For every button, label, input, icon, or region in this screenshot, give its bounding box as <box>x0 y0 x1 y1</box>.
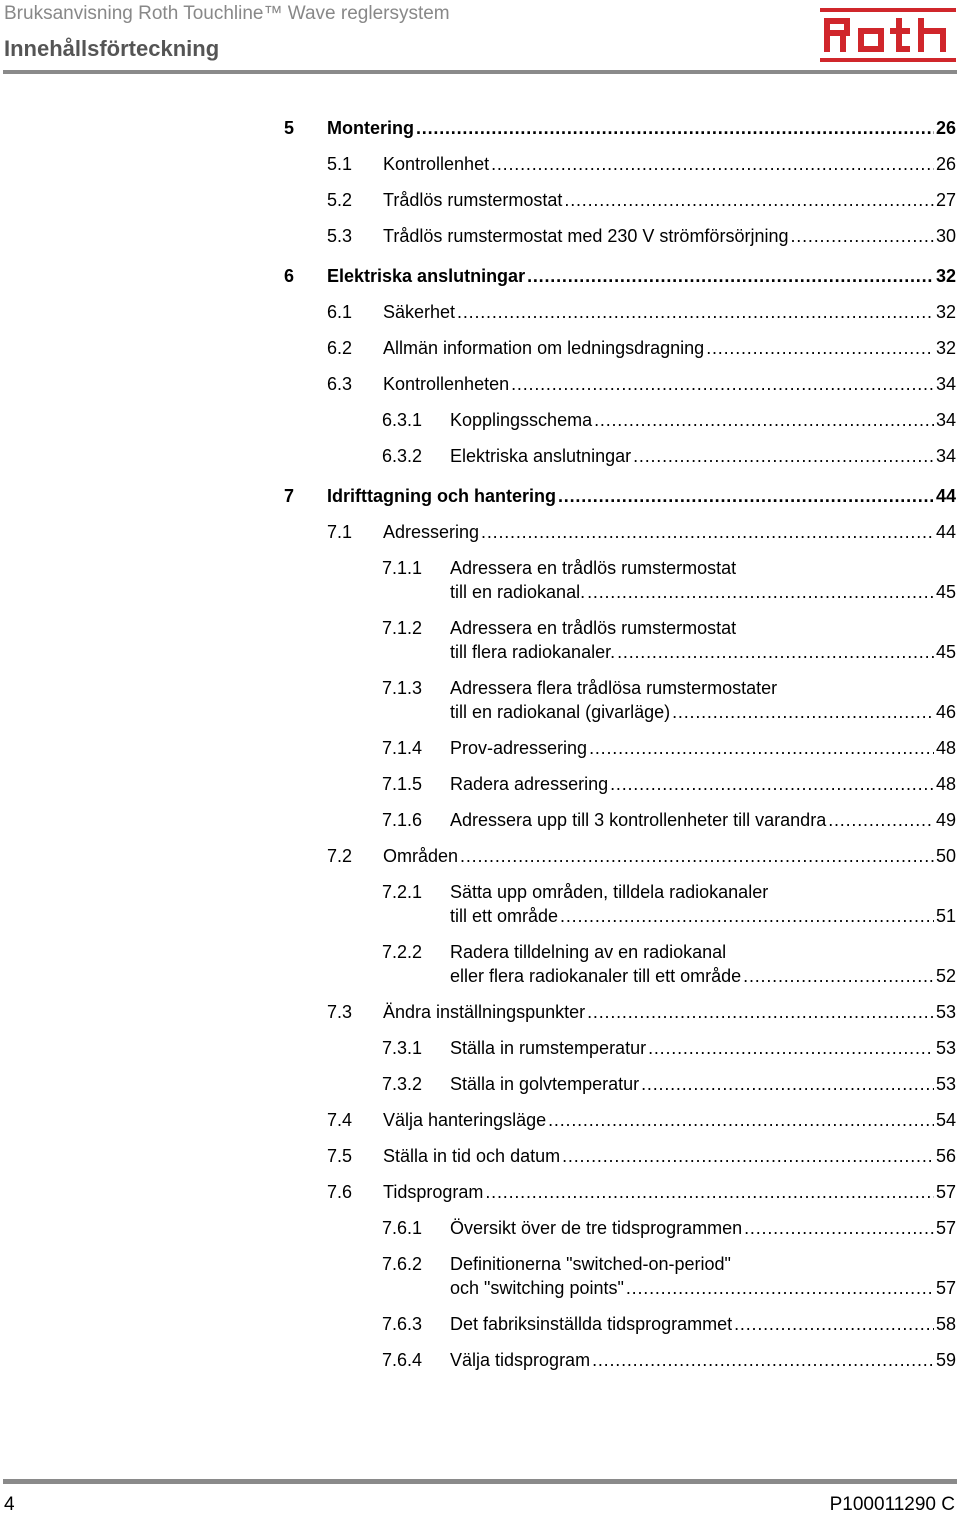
toc-entry[interactable] <box>382 1072 956 1096</box>
page-number: 4 <box>4 1494 15 1515</box>
toc-entry-title: Tidsprogram <box>383 1182 484 1202</box>
toc-entry[interactable] <box>382 1036 956 1060</box>
toc-entry-number: 6.3.1 <box>382 410 423 430</box>
toc-entry[interactable] <box>327 1144 956 1168</box>
section-title: Innehållsförteckning <box>4 36 220 61</box>
toc-entry-title: Välja hanteringsläge <box>383 1110 547 1130</box>
toc-entry-number: 7.1.4 <box>382 738 423 758</box>
toc-entry-page: 58 <box>935 1314 956 1334</box>
toc-entry[interactable] <box>327 1180 956 1204</box>
toc-entry-title: och "switching points" <box>450 1278 624 1298</box>
toc-dot-leader <box>734 1312 934 1336</box>
toc-dot-leader <box>744 1216 934 1240</box>
toc-dot-leader <box>706 336 934 360</box>
toc-entry-number: 7 <box>284 486 295 506</box>
toc-entry[interactable] <box>382 736 956 760</box>
logo-text: Roth <box>818 6 821 7</box>
toc-dot-leader <box>828 808 934 832</box>
toc-entry-page: 57 <box>935 1218 956 1238</box>
toc-entry-page: 26 <box>935 154 956 174</box>
toc-dot-leader <box>564 188 934 212</box>
toc-entry-page: 57 <box>935 1182 956 1202</box>
toc-entry-title: Kontrollenheten <box>383 374 510 394</box>
toc-entry-number: 7.6.3 <box>382 1314 423 1334</box>
toc-entry-page: 51 <box>935 906 956 926</box>
toc-entry[interactable] <box>284 116 956 140</box>
toc-entry[interactable] <box>327 1108 956 1132</box>
toc-entry-title: Trådlös rumstermostat med 230 V strömförsörjning <box>383 226 789 246</box>
toc-entry-page: 32 <box>935 302 956 322</box>
toc-entry-number: 7.1.6 <box>382 810 423 830</box>
document-code: P100011290 C <box>829 1494 955 1515</box>
toc-dot-leader <box>790 224 933 248</box>
toc-entry-page: 45 <box>935 642 956 662</box>
toc-entry-title: till en radiokanal (givarläge) <box>450 702 671 722</box>
toc-dot-leader <box>562 1144 934 1168</box>
toc-entry[interactable] <box>327 520 956 544</box>
toc-entry[interactable] <box>327 336 956 360</box>
toc-entry[interactable] <box>382 940 956 988</box>
toc-entry-number: 7.6 <box>327 1182 353 1202</box>
toc-entry[interactable] <box>382 772 956 796</box>
toc-entry-title: Ställa in golvtemperatur <box>450 1074 640 1094</box>
toc-entry-page: 34 <box>935 446 956 466</box>
toc-entry[interactable] <box>382 1348 956 1372</box>
toc-entry-number: 5.3 <box>327 226 353 246</box>
toc-entry[interactable] <box>382 444 956 468</box>
toc-entry[interactable] <box>382 676 956 724</box>
toc-entry-title: Idrifttagning och hantering <box>327 486 556 506</box>
toc-entry-title: Ställa in tid och datum <box>383 1146 561 1166</box>
toc-entry-title: Kontrollenhet <box>383 154 490 174</box>
toc-entry-page: 50 <box>935 846 956 866</box>
toc-entry[interactable] <box>284 484 956 508</box>
toc-entry-number: 7.1.2 <box>382 618 423 638</box>
toc-entry-title: Trådlös rumstermostat <box>383 190 563 210</box>
toc-entry-page: 34 <box>935 374 956 394</box>
header-divider <box>3 70 957 74</box>
toc-entry-number: 7.6.2 <box>382 1254 423 1274</box>
toc-dot-leader <box>592 1348 934 1372</box>
toc-entry-number: 5 <box>284 118 295 138</box>
toc-dot-leader <box>460 844 934 868</box>
toc-entry[interactable] <box>382 808 956 832</box>
toc-entry-title: Montering <box>327 118 414 138</box>
toc-entry-number: 7.1.1 <box>382 558 423 578</box>
toc-dot-leader <box>491 152 934 176</box>
toc-dot-leader <box>511 372 934 396</box>
toc-entry-number: 7.6.1 <box>382 1218 423 1238</box>
toc-dot-leader <box>560 904 934 928</box>
toc-entry-page: 30 <box>935 226 956 246</box>
toc-entry-page: 44 <box>935 522 956 542</box>
toc-entry-number: 6.3.2 <box>382 446 423 466</box>
toc-entry-page: 54 <box>935 1110 956 1130</box>
toc-entry-title: Områden <box>383 846 459 866</box>
toc-entry-number: 7.2 <box>327 846 353 866</box>
toc-entry[interactable] <box>382 556 956 604</box>
toc-entry[interactable] <box>327 1000 956 1024</box>
toc-entry-page: 46 <box>935 702 956 722</box>
toc-entry-title: Allmän information om ledningsdragning <box>383 338 705 358</box>
toc-entry-page: 45 <box>935 582 956 602</box>
toc-entry-number: 6 <box>284 266 295 286</box>
toc-entry-page: 59 <box>935 1350 956 1370</box>
toc-dot-leader <box>648 1036 934 1060</box>
toc-entry-page: 57 <box>935 1278 956 1298</box>
toc-entry-number: 5.1 <box>327 154 353 174</box>
toc-entry-number: 6.3 <box>327 374 353 394</box>
toc-entry-title: Elektriska anslutningar <box>450 446 632 466</box>
toc-dot-leader <box>641 1072 934 1096</box>
toc-entry[interactable] <box>382 408 956 432</box>
toc-entry-number: 7.6.4 <box>382 1350 423 1370</box>
toc-dot-leader <box>416 116 934 140</box>
toc-entry-page: 53 <box>935 1074 956 1094</box>
toc-entry-title: Översikt över de tre tidsprogrammen <box>450 1218 743 1238</box>
toc-entry-title: Adressera en trådlös rumstermostat <box>450 558 737 578</box>
toc-entry[interactable] <box>382 1312 956 1336</box>
toc-dot-leader <box>558 484 934 508</box>
toc-entry-number: 7.3 <box>327 1002 353 1022</box>
toc-entry-number: 7.4 <box>327 1110 353 1130</box>
toc-dot-leader <box>626 1276 934 1300</box>
toc-entry-page: 49 <box>935 810 956 830</box>
toc-entry-number: 6.2 <box>327 338 353 358</box>
toc-entry-number: 7.5 <box>327 1146 353 1166</box>
toc-entry-number: 5.2 <box>327 190 353 210</box>
toc-entry-title: Kopplingsschema <box>450 410 593 430</box>
toc-entry[interactable] <box>327 188 956 212</box>
toc-entry-title: Adressera en trådlös rumstermostat <box>450 618 737 638</box>
toc-entry-page: 34 <box>935 410 956 430</box>
toc-entry-page: 48 <box>935 738 956 758</box>
toc-entry-page: 53 <box>935 1002 956 1022</box>
toc-entry-number: 7.2.1 <box>382 882 423 902</box>
toc-entry-title: Elektriska anslutningar <box>327 266 526 286</box>
toc-dot-leader <box>548 1108 934 1132</box>
toc-entry-title: Säkerhet <box>383 302 456 322</box>
toc-entry-title: Det fabriksinställda tidsprogrammet <box>450 1314 733 1334</box>
toc-dot-leader <box>481 520 934 544</box>
toc-dot-leader <box>594 408 934 432</box>
toc-entry-page: 52 <box>935 966 956 986</box>
toc-entry[interactable] <box>327 300 956 324</box>
toc-entry-page: 32 <box>935 266 956 286</box>
toc-entry-title: eller flera radiokanaler till ett område <box>450 966 742 986</box>
toc-dot-leader <box>485 1180 934 1204</box>
toc-entry-title: Ändra inställningspunkter <box>383 1002 586 1022</box>
toc-entry[interactable] <box>382 1216 956 1240</box>
toc-entry-title: Radera tilldelning av en radiokanal <box>450 942 727 962</box>
toc-entry[interactable] <box>382 880 956 928</box>
toc-entry-number: 7.2.2 <box>382 942 423 962</box>
toc-entry-title: Radera adressering <box>450 774 609 794</box>
toc-entry-number: 7.1 <box>327 522 353 542</box>
toc-dot-leader <box>610 772 934 796</box>
toc-entry[interactable] <box>284 264 956 288</box>
toc-entry-title: Definitionerna "switched-on-period" <box>450 1254 731 1274</box>
roth-logo <box>818 6 958 64</box>
toc-entry-title: Adressera flera trådlösa rumstermostater <box>450 678 778 698</box>
toc-dot-leader <box>587 1000 934 1024</box>
toc-dot-leader <box>672 700 934 724</box>
toc-entry[interactable] <box>327 152 956 176</box>
toc-entry-title: Adressera upp till 3 kontrollenheter till varandra <box>450 810 827 830</box>
toc-entry[interactable] <box>327 844 956 868</box>
toc-entry-title: Välja tidsprogram <box>450 1350 591 1370</box>
toc-dot-leader <box>587 580 934 604</box>
toc-entry[interactable] <box>382 616 956 664</box>
toc-entry-title: Ställa in rumstemperatur <box>450 1038 647 1058</box>
toc-entry-page: 53 <box>935 1038 956 1058</box>
toc-entry-page: 26 <box>935 118 956 138</box>
toc-dot-leader <box>527 264 934 288</box>
toc-entry-title: till en radiokanal. <box>450 582 586 602</box>
toc-entry-page: 27 <box>935 190 956 210</box>
toc-entry-page: 56 <box>935 1146 956 1166</box>
toc-entry-number: 6.1 <box>327 302 353 322</box>
toc-entry-title: till ett område <box>450 906 559 926</box>
toc-entry-number: 7.3.1 <box>382 1038 423 1058</box>
toc-entry-title: till flera radiokanaler. <box>450 642 616 662</box>
toc-entry[interactable] <box>327 372 956 396</box>
toc-entry-number: 7.1.5 <box>382 774 423 794</box>
toc-dot-leader <box>633 444 934 468</box>
document-title: Bruksanvisning Roth Touchline™ Wave reglersystem <box>4 3 450 24</box>
toc-entry-title: Adressering <box>383 522 480 542</box>
toc-dot-leader <box>617 640 934 664</box>
toc-entry[interactable] <box>382 1252 956 1300</box>
toc-entry-title: Sätta upp områden, tilldela radiokanaler <box>450 882 769 902</box>
toc-entry-page: 44 <box>935 486 956 506</box>
toc-dot-leader <box>457 300 934 324</box>
toc-dot-leader <box>589 736 934 760</box>
toc-entry-number: 7.3.2 <box>382 1074 423 1094</box>
toc-dot-leader <box>743 964 934 988</box>
footer-divider <box>3 1479 957 1484</box>
toc-entry-number: 7.1.3 <box>382 678 423 698</box>
toc-entry-page: 48 <box>935 774 956 794</box>
toc-entry-page: 32 <box>935 338 956 358</box>
toc-entry[interactable] <box>327 224 956 248</box>
toc-entry-title: Prov-adressering <box>450 738 588 758</box>
